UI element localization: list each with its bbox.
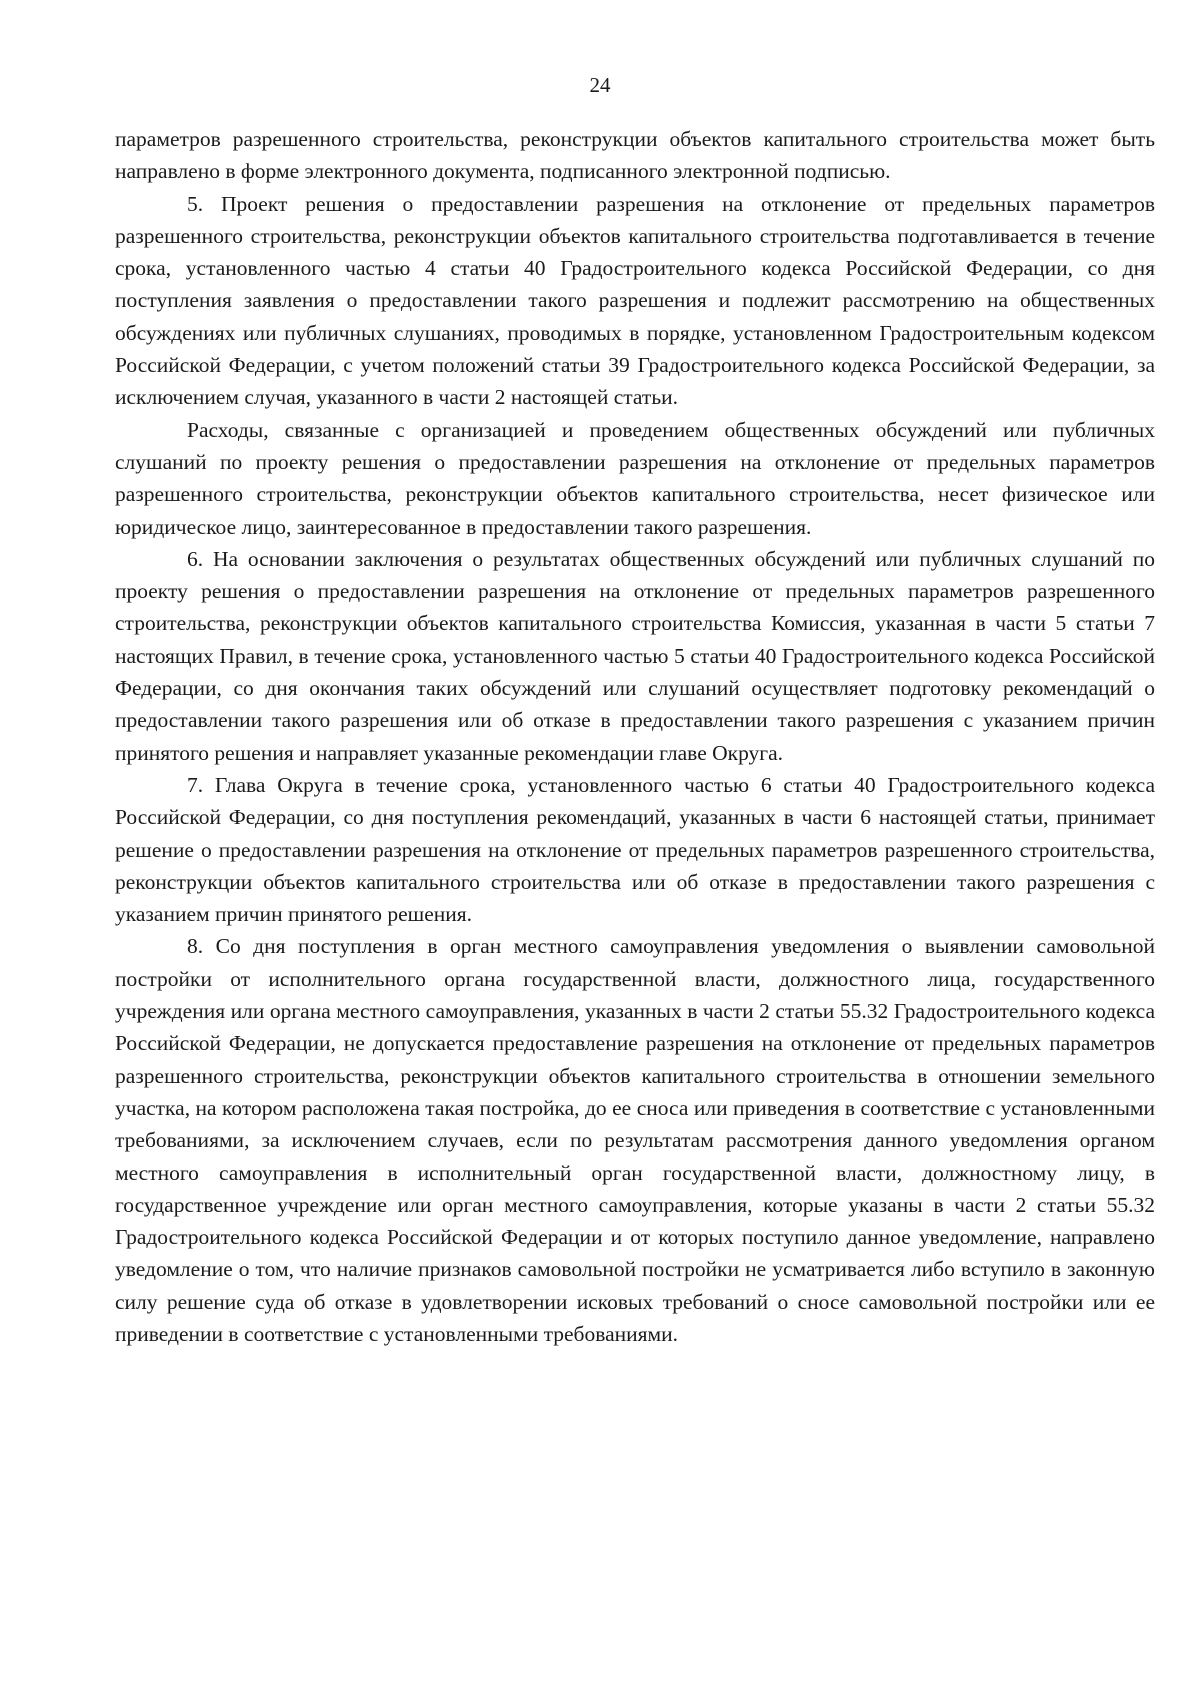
paragraph-expenses: Расходы, связанные с организацией и проведением общественных обсуждений или публичных слушаний по проекту решения о предоставлении разрешения на отклонение от предельных параметров разрешенного строительства, реконструкции объектов капитального строительства, несет физическое или юридическое лицо, заинтересованное в предоставлении такого разрешения. <box>115 417 1155 539</box>
page-number: 24 <box>589 73 611 97</box>
paragraph-continuation: параметров разрешенного строительства, реконструкции объектов капитального строительства может быть направлено в форме электронного документа, подписанного электронной подписью. <box>115 127 1155 184</box>
paragraph-item-7: 7. Глава Округа в течение срока, установленного частью 6 статьи 40 Градостроительного кодекса Российской Федерации, со дня поступления рекомендаций, указанных в части 6 настоящей статьи, принимает решение о предоставлении разрешения на отклонение от предельных параметров разрешенного строительства, реконструкции объектов капитального строительства или об отказе в предоставлении такого разрешения с указанием причин принятого решения. <box>115 772 1155 927</box>
paragraph-item-5: 5. Проект решения о предоставлении разрешения на отклонение от предельных параметров разрешенного строительства, реконструкции объектов капитального строительства подготавливается в течение срока, установленного частью 4 статьи 40 Градостроительного кодекса Российской Федерации, со дня поступления заявления о предоставлении такого разрешения и подлежит рассмотрению на общественных обсуждениях или публичных слушаниях, проводимых в порядке, установленном Градостроительным кодексом Российской Федерации, с учетом положений статьи 39 Градостроительного кодекса Российской Федерации, за исключением случая, указанного в части 2 настоящей статьи. <box>115 191 1155 410</box>
document-body <box>115 123 1155 1350</box>
paragraph-item-8: 8. Со дня поступления в орган местного самоуправления уведомления о выявлении самовольной постройки от исполнительного органа государственной власти, должностного лица, государственного учреждения или органа местного самоуправления, указанных в части 2 статьи 55.32 Градостроительного кодекса Российской Федерации, не допускается предоставление разрешения на отклонение от предельных параметров разрешенного строительства, реконструкции объектов капитального строительства в отношении земельного участка, на котором расположена такая постройка, до ее сноса или приведения в соответствие с установленными требованиями, за исключением случаев, если по результатам рассмотрения данного уведомления органом местного самоуправления в исполнительный орган государственной власти, должностному лицу, в государственное учреждение или орган местного самоуправления, которые указаны в части 2 статьи 55.32 Градостроительного кодекса Российской Федерации и от которых поступило данное уведомление, направлено уведомление о том, что наличие признаков самовольной постройки не усматривается либо вступило в законную силу решение суда об отказе в удовлетворении исковых требований о сносе самовольной постройки или ее приведении в соответствие с установленными требованиями. <box>115 934 1155 1346</box>
paragraph-item-6: 6. На основании заключения о результатах общественных обсуждений или публичных слушаний по проекту решения о предоставлении разрешения на отклонение от предельных параметров разрешенного строительства, реконструкции объектов капитального строительства Комиссия, указанная в части 5 статьи 7 настоящих Правил, в течение срока, установленного частью 5 статьи 40 Градостроительного кодекса Российской Федерации, со дня окончания таких обсуждений или слушаний осуществляет подготовку рекомендаций о предоставлении такого разрешения или об отказе в предоставлении такого разрешения с указанием причин принятого решения и направляет указанные рекомендации главе Округа. <box>115 546 1155 765</box>
